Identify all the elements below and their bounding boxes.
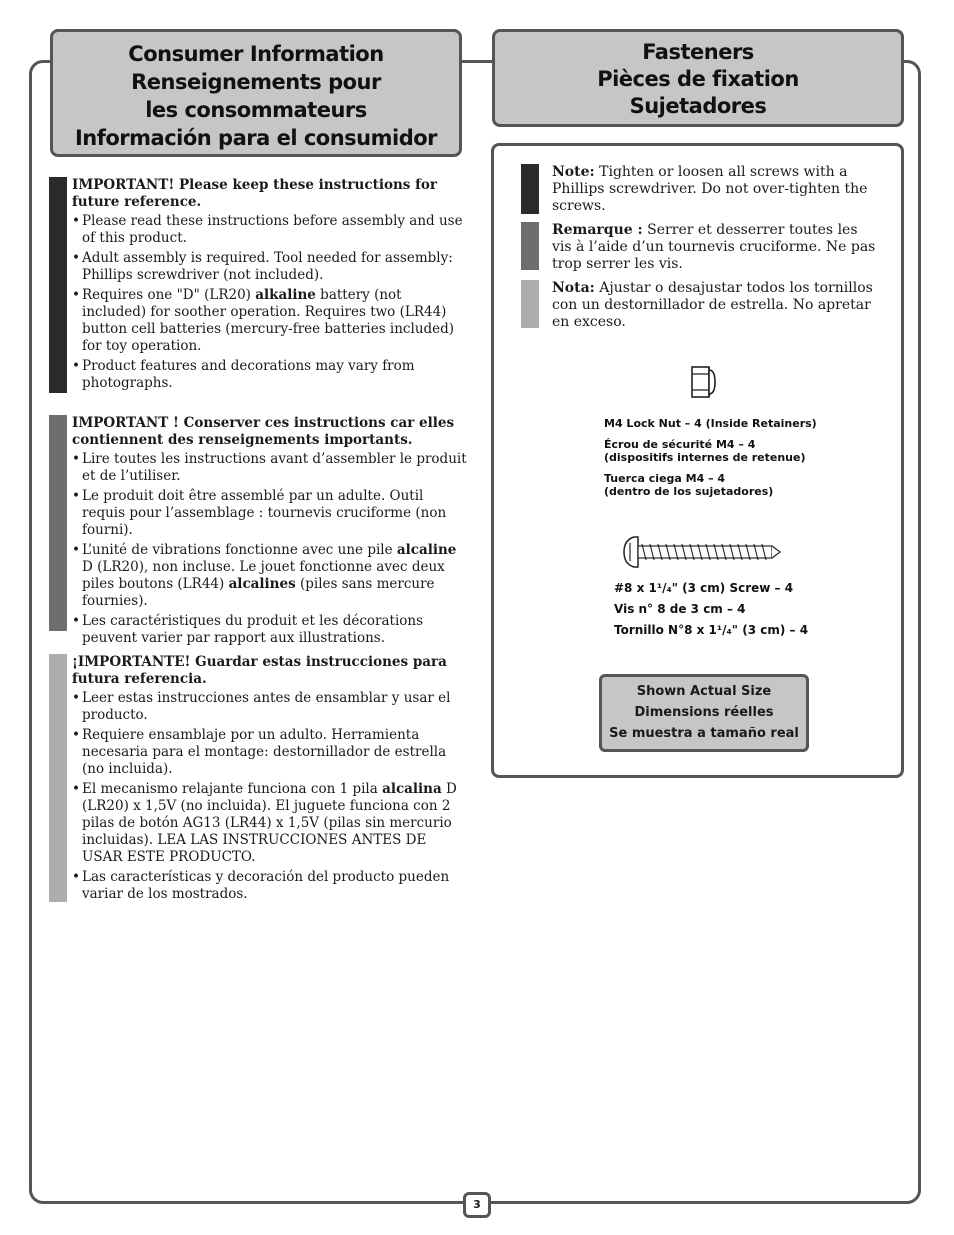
list-item: • Le produit doit être assemblé par un adulte. Outil requis pour l’assemblage : tournevis cruciforme (non fourni). [72, 488, 447, 538]
english-color-bar [49, 177, 67, 393]
screw-labels: #8 x 1¹/₄" (3 cm) Screw – 4 Vis n° 8 de 3 cm – 4 Tornillo N°8 x 1¹/₄" (3 cm) – 4 [614, 581, 809, 637]
spanish-list [72, 690, 469, 903]
title-line: Consumer Information [128, 42, 384, 66]
fasteners-panel [491, 143, 904, 778]
list-item: • El mecanismo relajante funciona con 1 pila alcalina D (LR20) x 1,5V (no incluida). El juguete funciona con 2 pilas de botón AG13 (LR44) x 1,5V (pilas sin mercurio incluidas). LEA LAS INSTRUCCIONES ANTES DE USAR ESTE PRODUCTO. [72, 781, 457, 865]
list-item: • Les caractéristiques du produit et les décorations peuvent varier par rapport aux illustrations. [72, 613, 424, 646]
spanish-section [49, 654, 469, 906]
list-item: • Adult assembly is required. Tool needed for assembly: Phillips screwdriver (not included). [72, 250, 453, 283]
title-line: Sujetadores [629, 94, 767, 118]
screw-icon [622, 534, 782, 570]
lock-nut-labels: M4 Lock Nut – 4 (Inside Retainers) Écrou de sécurité M4 – 4 (dispositifs internes de retenue) Tuerca ciega M4 – 4 (dentro de los sujetadores) [604, 417, 817, 498]
list-item: • Requires one "D" (LR20) alkaline battery (not included) for soother operation. Requires two (LR44) button cell batteries (mercury-free batteries included) for toy operation. [72, 287, 455, 354]
note-english: Note: Tighten or loosen all screws with a Phillips screwdriver. Do not over-tighten the screws. [521, 164, 881, 215]
lock-nut-icon [690, 364, 718, 402]
list-item: • L’unité de vibrations fonctionne avec une pile alcaline D (LR20), non incluse. Le jouet fonctionne avec deux piles boutons (LR44) alcalines (piles sans mercure fournies). [72, 542, 457, 609]
title-line: les consommateurs [145, 98, 367, 122]
fasteners-title [492, 29, 904, 127]
list-item: • Lire toutes les instructions avant d’assembler le produit et de l’utiliser. [72, 451, 467, 484]
list-item: • Please read these instructions before assembly and use of this product. [72, 213, 463, 246]
title-line: Información para el consumidor [74, 126, 438, 150]
english-heading: IMPORTANT! Please keep these instructions for future reference. [72, 177, 437, 210]
english-section [49, 177, 469, 395]
consumer-info-title [50, 29, 462, 157]
english-color-bar [521, 164, 539, 214]
page-number: 3 [463, 1192, 491, 1218]
list-item: • Leer estas instrucciones antes de ensamblar y usar el producto. [72, 690, 451, 723]
list-item: • Las características y decoración del producto pueden variar de los mostrados. [72, 869, 450, 902]
french-section [49, 415, 469, 650]
spanish-heading: ¡IMPORTANTE! Guardar estas instrucciones para futura referencia. [72, 654, 447, 687]
french-color-bar [521, 222, 539, 270]
actual-size-badge: Shown Actual Size Dimensions réelles Se muestra a tamaño real [599, 674, 809, 752]
title-line: Fasteners [642, 40, 754, 64]
list-item: • Product features and decorations may vary from photographs. [72, 358, 415, 391]
spanish-color-bar [49, 654, 67, 902]
french-color-bar [49, 415, 67, 631]
french-list [72, 451, 469, 647]
title-line: Renseignements pour [131, 70, 381, 94]
spanish-color-bar [521, 280, 539, 328]
french-heading: IMPORTANT ! Conserver ces instructions car elles contiennent des renseignements importants. [72, 415, 455, 448]
note-french: Remarque : Serrer et desserrer toutes les vis à l’aide d’un tournevis cruciforme. Ne pas trop serrer les vis. [521, 222, 881, 273]
list-item: • Requiere ensamblaje por un adulto. Herramienta necesaria para el montage: destornillador de estrella (no incluida). [72, 727, 447, 777]
english-list [72, 213, 469, 392]
note-spanish: Nota: Ajustar o desajustar todos los tornillos con un destornillador de estrella. No apretar en exceso. [521, 280, 881, 331]
title-line: Pièces de fixation [597, 67, 799, 91]
